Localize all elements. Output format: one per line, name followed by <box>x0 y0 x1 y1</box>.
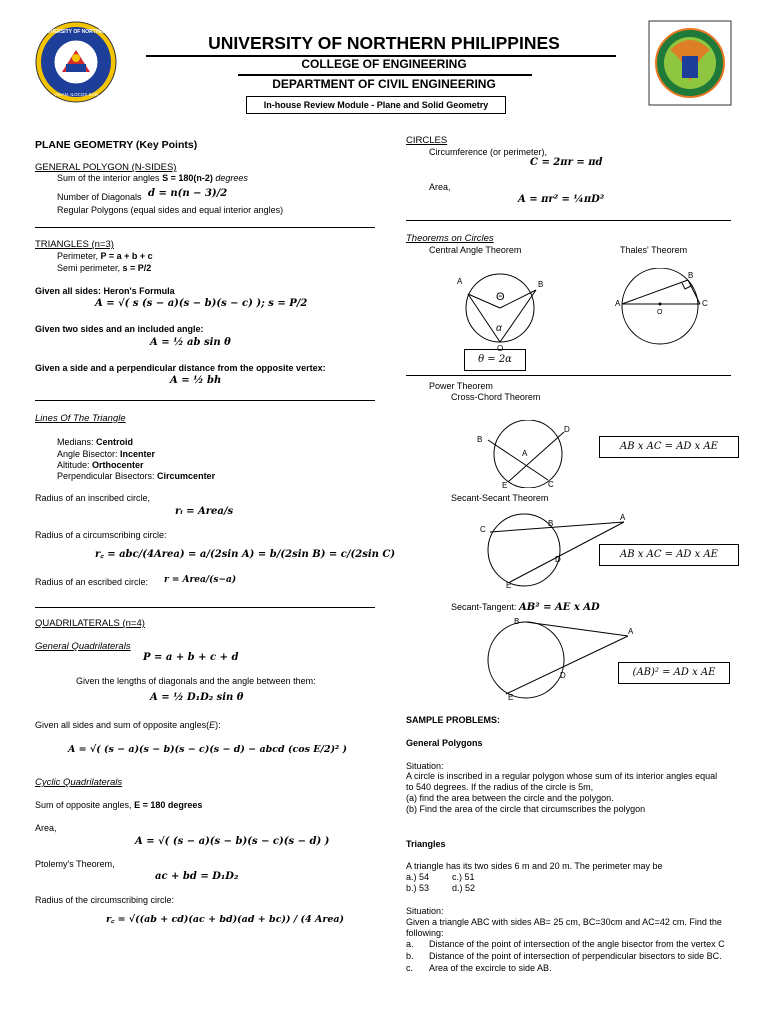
secant-secant-label: Secant-Secant Theorem <box>451 493 549 503</box>
secant-tangent-diagram <box>478 616 642 700</box>
svg-text:UNIVERSITY OF NORTHERN: UNIVERSITY OF NORTHERN <box>42 29 110 35</box>
item-tag: c. <box>406 963 414 973</box>
brahmagupta-formula: A = √( (s − a)(s − b)(s − c)(s − d) ) <box>135 836 330 847</box>
choice-b: b.) 53 <box>406 883 430 893</box>
cross-chord-box: AB x AC = AD x AE <box>599 436 739 458</box>
general-quadrilaterals-heading: General Quadrilaterals <box>35 641 131 652</box>
altitude-text: Altitude: Orthocenter <box>57 460 144 470</box>
heron-formula: A = √( s (s − a)(s − b)(s − c) ); s = P/2 <box>95 298 308 309</box>
cyclic-radius-formula: r꜀ = √((ab + cd)(ac + bd)(ad + bc)) / (4 Area) <box>106 914 345 925</box>
inscribed-radius-formula: rᵢ = Area/s <box>175 506 234 517</box>
base-height-formula: A = ½ bh <box>170 375 222 386</box>
choice-d: d.) 52 <box>452 883 476 893</box>
circumference-label: Circumference (or perimeter), <box>429 147 548 157</box>
college-logo <box>648 20 732 106</box>
svg-text:A: A <box>615 299 621 308</box>
svg-text:D: D <box>555 555 561 564</box>
ptolemy-label: Ptolemy's Theorem, <box>35 859 115 869</box>
svg-text:O: O <box>657 309 663 316</box>
svg-text:C: C <box>702 299 708 308</box>
svg-text:A: A <box>628 627 634 636</box>
angle-bisector-text: Angle Bisector: Incenter <box>57 449 156 459</box>
diagonals-angle-formula: A = ½ D₁D₂ sin θ <box>150 692 244 703</box>
svg-text:C: C <box>480 525 486 534</box>
regular-polygons-text: Regular Polygons (equal sides and equal interior angles) <box>57 205 284 215</box>
theorems-heading: Theorems on Circles <box>406 233 494 244</box>
item-a-text: Distance of the point of intersection of the angle bisector from the vertex C <box>429 939 725 949</box>
quadrilaterals-heading: QUADRILATERALS (n=4) <box>35 618 145 629</box>
circumscribing-radius-formula: r꜀ = abc/(4Area) = a/(2sin A) = b/(2sin B) = c/(2sin C) <box>95 549 396 560</box>
escribed-radius-label: Radius of an escribed circle: <box>35 577 149 587</box>
header-rule-2 <box>238 74 532 76</box>
svg-text:B: B <box>548 519 554 528</box>
thales-label: Thales' Theorem <box>620 245 688 255</box>
situation-line: Given a triangle ABC with sides AB= 25 cm, BC=30cm and AC=42 cm. Find the <box>406 917 722 927</box>
circles-heading: CIRCLES <box>406 135 448 146</box>
general-polygons-heading: General Polygons <box>406 738 483 748</box>
secant-secant-box: AB x AC = AD x AE <box>599 544 739 566</box>
circle-area-formula: A = πr² = ¼πD² <box>518 194 605 205</box>
escribed-radius-formula: r = Area/(s−a) <box>164 575 237 585</box>
college-title: COLLEGE OF ENGINEERING <box>301 57 467 71</box>
ptolemy-formula: ac + bd = D₁D₂ <box>155 871 239 882</box>
triangles-heading: TRIANGLES (n=3) <box>35 239 114 250</box>
svg-text:A: A <box>522 449 528 458</box>
secant-tangent-box: (AB)² = AD x AE <box>618 662 730 684</box>
power-theorem-label: Power Theorem <box>429 381 493 391</box>
university-title: UNIVERSITY OF NORTHERN PHILIPPINES <box>208 33 560 53</box>
base-height-title: Given a side and a perpendicular distance from the opposite vertex: <box>35 363 326 373</box>
inscribed-radius-label: Radius of an inscribed circle, <box>35 493 151 503</box>
bretschneider-formula: A = √( (s − a)(s − b)(s − c)(s − d) − abcd (cos E/2)² ) <box>68 744 348 755</box>
circumscribing-radius-label: Radius of a circumscribing circle: <box>35 530 167 540</box>
module-label: In-house Review Module - Plane and Solid Geometry <box>246 96 506 114</box>
plane-geometry-title: PLANE GEOMETRY (Key Points) <box>35 139 198 151</box>
item-tag: a. <box>406 939 414 949</box>
svg-text:A: A <box>457 277 463 286</box>
lines-of-triangle-heading: Lines Of The Triangle <box>35 413 126 424</box>
diagonals-angle-title: Given the lengths of diagonals and the angle between them: <box>76 676 316 686</box>
triangles-problems-heading: Triangles <box>406 839 446 849</box>
polygon-problem-line: A circle is inscribed in a regular polygon whose sum of its interior angles equal <box>406 771 718 781</box>
polygon-problem-line: to 540 degrees. If the radius of the circle is 5m, <box>406 782 594 792</box>
section-divider <box>35 607 375 608</box>
svg-text:E: E <box>508 693 514 700</box>
section-divider <box>35 227 375 228</box>
svg-text:O: O <box>497 344 504 352</box>
svg-text:Θ: Θ <box>496 291 505 303</box>
svg-text:B: B <box>688 271 694 280</box>
quad-perimeter-formula: P = a + b + c + d <box>143 652 239 663</box>
svg-text:C: C <box>548 480 554 488</box>
section-divider <box>35 400 375 401</box>
svg-text:B: B <box>514 617 520 626</box>
diagonals-label: Number of Diagonals <box>57 192 142 202</box>
svg-text:VIGAN, ILOCOS SUR: VIGAN, ILOCOS SUR <box>53 92 99 97</box>
central-angle-diagram <box>448 268 558 352</box>
circumference-formula: C = 2πr = πd <box>530 157 603 168</box>
situation-line: following: <box>406 928 444 938</box>
heron-title: Given all sides: Heron's Formula <box>35 286 175 296</box>
perimeter-text: Perimeter, P = a + b + c <box>57 251 153 261</box>
polygon-problem-line: (a) find the area between the circle and the polygon. <box>406 793 614 803</box>
svg-text:A: A <box>620 513 626 522</box>
triangle-problem-line: A triangle has its two sides 6 m and 20 m. The perimeter may be <box>406 861 663 871</box>
polygon-sum-text: Sum of the interior angles S = 180(n-2) degrees <box>57 173 248 183</box>
cross-chord-diagram <box>476 420 580 488</box>
sas-formula: A = ½ ab sin θ <box>150 337 231 348</box>
svg-text:D: D <box>560 671 566 680</box>
cyclic-quadrilaterals-heading: Cyclic Quadrilaterals <box>35 777 123 788</box>
section-divider <box>406 375 731 376</box>
secant-tangent-text: Secant-Tangent: AB² = AE x AD <box>451 602 600 613</box>
choice-c: c.) 51 <box>452 872 475 882</box>
sample-problems-heading: SAMPLE PROBLEMS: <box>406 715 501 725</box>
item-b-text: Distance of the point of intersection of perpendicular bisectors to side BC. <box>429 951 722 961</box>
opposite-angles-text: Sum of opposite angles, E = 180 degrees <box>35 800 203 810</box>
circle-area-label: Area, <box>429 182 451 192</box>
general-polygon-heading: GENERAL POLYGON (N-SIDES) <box>35 162 177 173</box>
sas-title: Given two sides and an included angle: <box>35 324 204 334</box>
cross-chord-label: Cross-Chord Theorem <box>451 392 541 402</box>
perpendicular-bisectors-text: Perpendicular Bisectors: Circumcenter <box>57 471 216 481</box>
thales-diagram <box>612 268 712 348</box>
all-sides-title: Given all sides and sum of opposite angles(E): <box>35 720 221 730</box>
svg-text:α: α <box>496 323 502 334</box>
medians-text: Medians: Centroid <box>57 437 134 447</box>
svg-text:D: D <box>564 425 570 434</box>
svg-text:B: B <box>538 280 544 289</box>
semi-perimeter-text: Semi perimeter, s = P/2 <box>57 263 152 273</box>
diagonals-formula: d = n(n − 3)/2 <box>148 188 228 199</box>
cyclic-radius-label: Radius of the circumscribing circle: <box>35 895 175 905</box>
svg-text:B: B <box>477 435 483 444</box>
section-divider <box>406 220 731 221</box>
central-angle-box: θ = 2α <box>464 349 526 371</box>
department-title: DEPARTMENT OF CIVIL ENGINEERING <box>272 77 496 91</box>
item-c-text: Area of the excircle to side AB. <box>429 963 552 973</box>
central-angle-label: Central Angle Theorem <box>429 245 522 255</box>
cyclic-area-label: Area, <box>35 823 57 833</box>
situation-label: Situation: <box>406 906 444 916</box>
choice-a: a.) 54 <box>406 872 430 882</box>
item-tag: b. <box>406 951 414 961</box>
situation-label: Situation: <box>406 761 444 771</box>
polygon-problem-line: (b) Find the area of the circle that circumscribes the polygon <box>406 804 646 814</box>
svg-text:E: E <box>506 581 512 588</box>
svg-text:E: E <box>502 481 508 488</box>
